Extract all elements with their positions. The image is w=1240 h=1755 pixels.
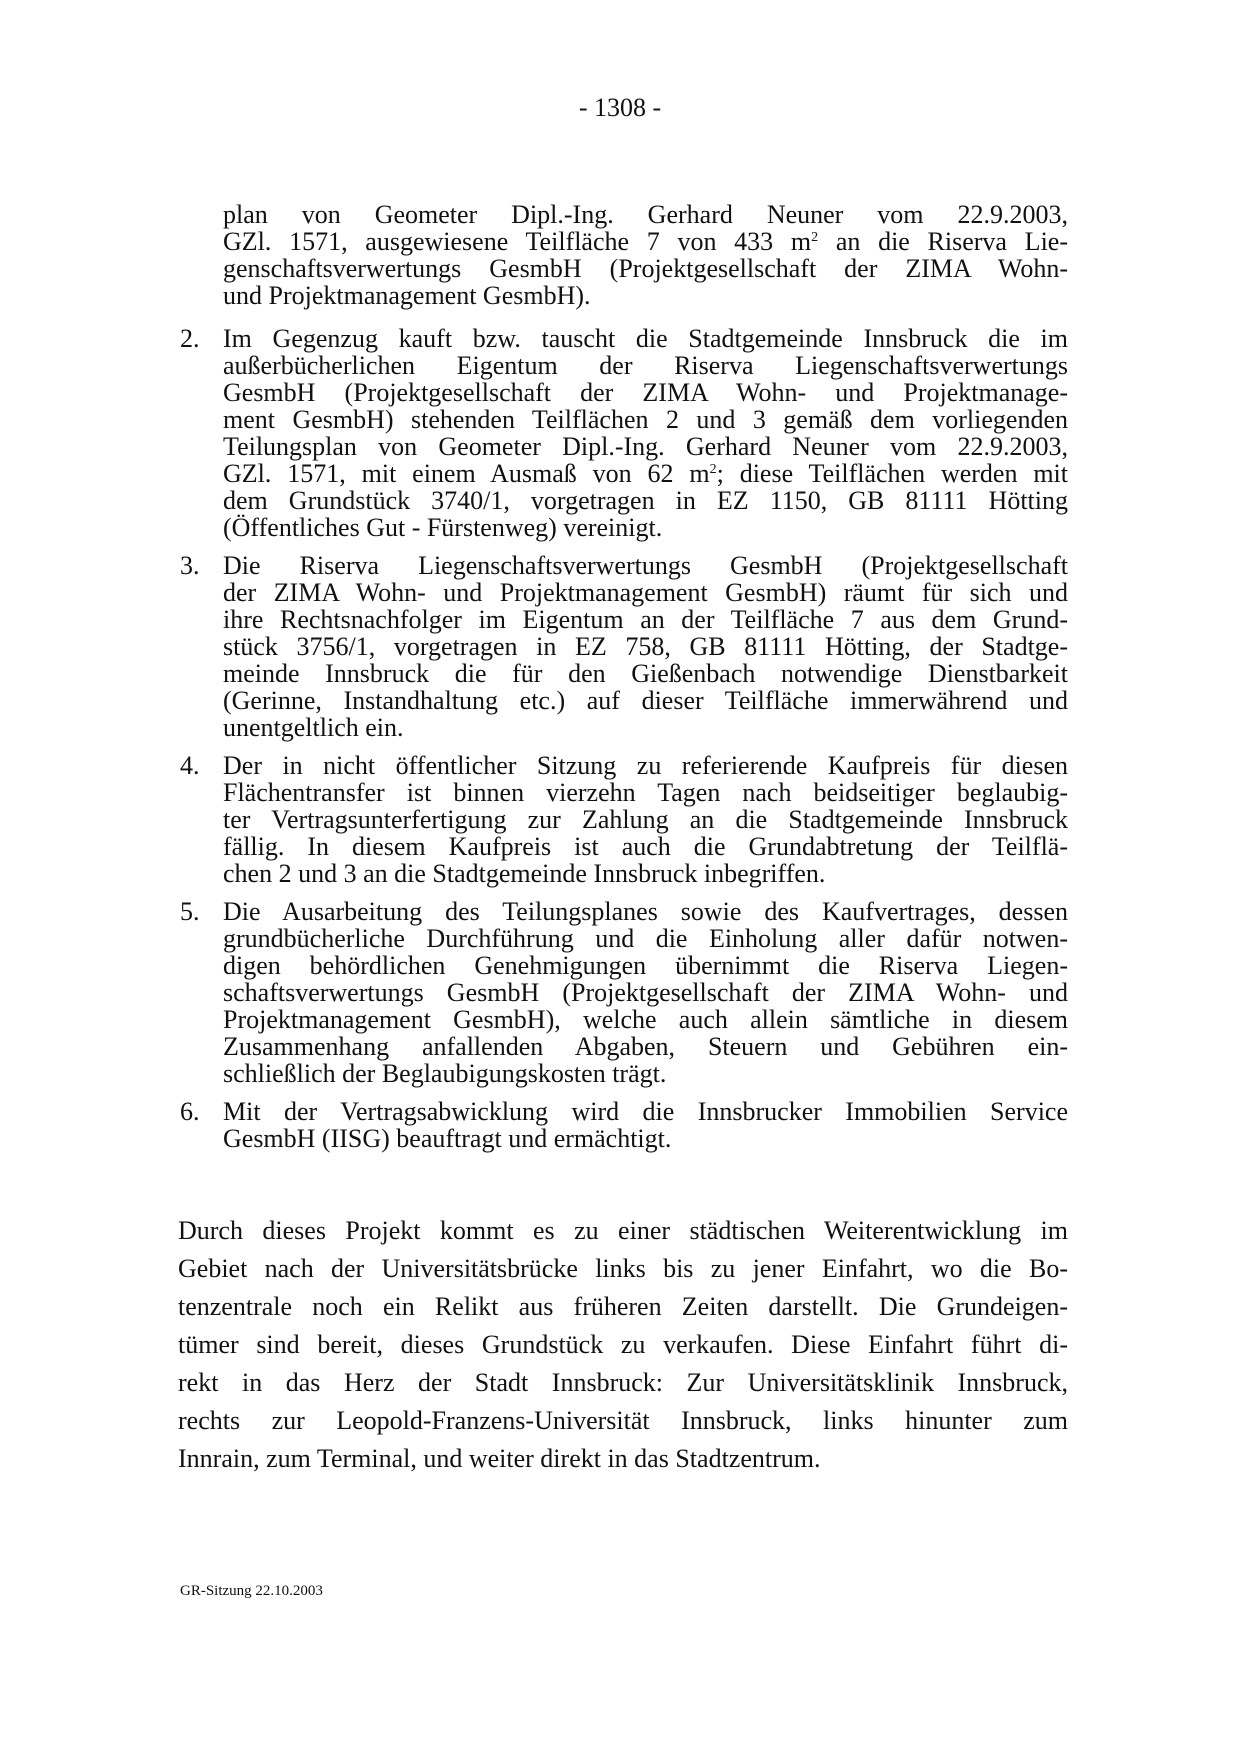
text-line: dem Grundstück 3740/1, vorgetragen in EZ 1150, GB 81111 Hötting: [223, 486, 1068, 515]
item-text: [223, 752, 1068, 887]
text-line: Die Riserva Liegenschaftsverwertungs GesmbH (Projektgesellschaft: [223, 551, 1068, 580]
text-line: rekt in das Herz der Stadt Innsbruck: Zur Universitätsklinik Innsbruck,: [178, 1368, 1068, 1397]
item-text: [223, 325, 1068, 541]
text-line: unentgeltlich ein.: [223, 713, 404, 742]
text-line: schaftsverwertungs GesmbH (Projektgesellschaft der ZIMA Wohn- und: [223, 978, 1068, 1007]
text-line: Zusammenhang anfallenden Abgaben, Steuern und Gebühren ein-: [223, 1032, 1068, 1061]
text-line: außerbücherlichen Eigentum der Riserva Liegenschaftsverwertungs: [223, 351, 1068, 380]
item-number: 2.: [180, 324, 200, 353]
text-line: Gebiet nach der Universitätsbrücke links bis zu jener Einfahrt, wo die Bo-: [178, 1254, 1068, 1283]
text-line: Der in nicht öffentlicher Sitzung zu referierende Kaufpreis für diesen: [223, 751, 1068, 780]
text-line: Projektmanagement GesmbH), welche auch allein sämtliche in diesem: [223, 1005, 1068, 1034]
square-exponent: 2: [811, 230, 819, 245]
text-line: plan von Geometer Dipl.-Ing. Gerhard Neuner vom 22.9.2003,: [223, 200, 1068, 229]
text-line: tümer sind bereit, dieses Grundstück zu verkaufen. Diese Einfahrt führt di-: [178, 1330, 1068, 1359]
list-item: [180, 552, 1068, 741]
text-line: chen 2 und 3 an die Stadtgemeinde Innsbruck inbegriffen.: [223, 859, 826, 888]
text-line: Flächentransfer ist binnen vierzehn Tagen nach beidseitiger beglaubig-: [223, 778, 1068, 807]
text-line: GesmbH (IISG) beauftragt und ermächtigt.: [223, 1124, 672, 1153]
text-line: stück 3756/1, vorgetragen in EZ 758, GB 81111 Hötting, der Stadtge-: [223, 632, 1068, 661]
text-line: ment GesmbH) stehenden Teilflächen 2 und 3 gemäß dem vorliegenden: [223, 405, 1068, 434]
text-line: ter Vertragsunterfertigung zur Zahlung an die Stadtgemeinde Innsbruck: [223, 805, 1068, 834]
text-line: Mit der Vertragsabwicklung wird die Innsbrucker Immobilien Service: [223, 1097, 1068, 1126]
text-line: GesmbH (Projektgesellschaft der ZIMA Wohn- und Projektmanage-: [223, 378, 1068, 407]
text-line: GZl. 1571, mit einem Ausmaß von 62 $m^2$; diese Teilflächen werden mit: [223, 459, 1068, 488]
text-line: der ZIMA Wohn- und Projektmanagement GesmbH) räumt für sich und: [223, 578, 1068, 607]
list-item: [180, 752, 1068, 887]
text-line: genschaftsverwertungs GesmbH (Projektgesellschaft der ZIMA Wohn-: [223, 254, 1068, 283]
text-line: GZl. 1571, ausgewiesene Teilfläche 7 von 433 $m^2$ an die Riserva Lie-: [223, 227, 1068, 256]
text-line: Innrain, zum Terminal, und weiter direkt in das Stadtzentrum.: [178, 1444, 821, 1473]
text-line: Im Gegenzug kauft bzw. tauscht die Stadtgemeinde Innsbruck die im: [223, 324, 1068, 353]
text-line: und Projektmanagement GesmbH).: [223, 281, 591, 310]
page-number: - 1308 -: [578, 93, 662, 122]
text-line: schließlich der Beglaubigungskosten trägt.: [223, 1059, 667, 1088]
item-number: 5.: [180, 897, 200, 926]
text-line: Die Ausarbeitung des Teilungsplanes sowie des Kaufvertrages, dessen: [223, 897, 1068, 926]
square-exponent: 2: [709, 462, 717, 477]
item-text: [223, 1098, 1068, 1152]
footer-session-date: GR-Sitzung 22.10.2003: [180, 1583, 323, 1599]
body-paragraph: [178, 1212, 1068, 1478]
text-line: digen behördlichen Genehmigungen übernimmt die Riserva Liegen-: [223, 951, 1068, 980]
text-line: (Gerinne, Instandhaltung etc.) auf dieser Teilfläche immerwährend und: [223, 686, 1068, 715]
item-text: [223, 898, 1068, 1087]
text-line: rechts zur Leopold-Franzens-Universität Innsbruck, links hinunter zum: [178, 1406, 1068, 1435]
text-line: Durch dieses Projekt kommt es zu einer städtischen Weiterentwicklung im: [178, 1216, 1068, 1245]
text-line: (Öffentliches Gut - Fürstenweg) vereinigt.: [223, 513, 663, 542]
item-number: 3.: [180, 551, 200, 580]
text-line: fällig. In diesem Kaufpreis ist auch die Grundabtretung der Teilflä-: [223, 832, 1068, 861]
item-number: 4.: [180, 751, 200, 780]
list-item: [180, 325, 1068, 541]
text-line: grundbücherliche Durchführung und die Einholung aller dafür notwen-: [223, 924, 1068, 953]
list-item: [180, 898, 1068, 1087]
text-line: meinde Innsbruck die für den Gießenbach notwendige Dienstbarkeit: [223, 659, 1068, 688]
numbered-list: [180, 325, 1068, 1163]
text-line: tenzentrale noch ein Relikt aus früheren Zeiten darstellt. Die Grundeigen-: [178, 1292, 1068, 1321]
item-text: [223, 552, 1068, 741]
item-number: 6.: [180, 1097, 200, 1126]
item-1-continuation: [223, 201, 1068, 309]
text-line: ihre Rechtsnachfolger im Eigentum an der Teilfläche 7 aus dem Grund-: [223, 605, 1068, 634]
text-line: Teilungsplan von Geometer Dipl.-Ing. Gerhard Neuner vom 22.9.2003,: [223, 432, 1068, 461]
list-item: [180, 1098, 1068, 1152]
